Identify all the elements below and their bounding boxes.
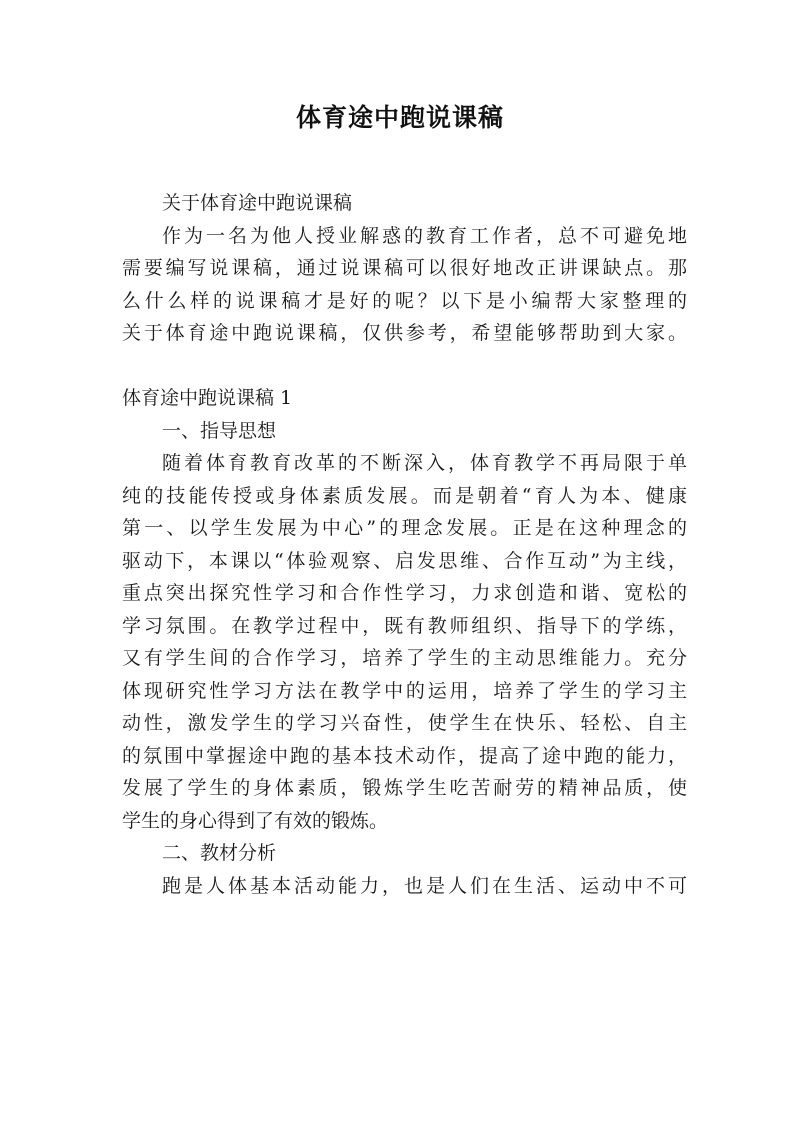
intro-line: 作为一名为他人授业解惑的教育工作者，总不可避免地 (162, 224, 687, 247)
document-body (122, 187, 687, 902)
paragraph-line: 随着体育教育改革的不断深入，体育教学不再局限于单 (162, 452, 687, 474)
document-title: 体育途中跑说课稿 (295, 103, 504, 132)
paragraph-gap (122, 350, 687, 383)
intro-heading: 关于体育途中跑说课稿 (162, 192, 353, 214)
paragraph-line: 学习氛围。在教学过程中，既有教师组织、指导下的学练， (122, 614, 687, 637)
paragraph-line: 重点突出探究性学习和合作性学习，力求创造和谐、宽松的 (122, 582, 687, 604)
paragraph-line: 体现研究性学习方法在教学中的运用，培养了学生的学习主 (122, 679, 687, 702)
section-heading: 一、指导思想 (162, 419, 277, 442)
paragraph-line: 的氛围中掌握途中跑的基本技术动作，提高了途中跑的能力， (122, 744, 687, 767)
intro-line: 么什么样的说课稿才是好的呢？以下是小编帮大家整理的 (122, 289, 687, 312)
intro-line: 需要编写说课稿，通过说课稿可以很好地改正讲课缺点。那 (122, 257, 687, 279)
paragraph-line: 又有学生间的合作学习，培养了学生的主动思维能力。充分 (122, 647, 687, 669)
paragraph-line: 第一、以学生发展为中心”的理念发展。正是在这种理念的 (122, 517, 687, 539)
section-heading: 二、教材分析 (162, 842, 277, 864)
section-title: 体育途中跑说课稿 1 (122, 387, 293, 409)
paragraph-line: 纯的技能传授或身体素质发展。而是朝着“育人为本、健康 (122, 484, 687, 507)
paragraph-line: 发展了学生的身体素质，锻炼学生吃苦耐劳的精神品质，使 (122, 777, 687, 799)
intro-line: 关于体育途中跑说课稿，仅供参考，希望能够帮助到大家。 (122, 322, 687, 344)
paragraph-line: 学生的身心得到了有效的锻炼。 (122, 809, 389, 832)
paragraph-line: 驱动下，本课以“体验观察、启发思维、合作互动”为主线， (122, 549, 687, 572)
paragraph-line: 动性，激发学生的学习兴奋性，使学生在快乐、轻松、自主 (122, 712, 687, 734)
paragraph-line: 跑是人体基本活动能力，也是人们在生活、运动中不可 (162, 874, 687, 897)
